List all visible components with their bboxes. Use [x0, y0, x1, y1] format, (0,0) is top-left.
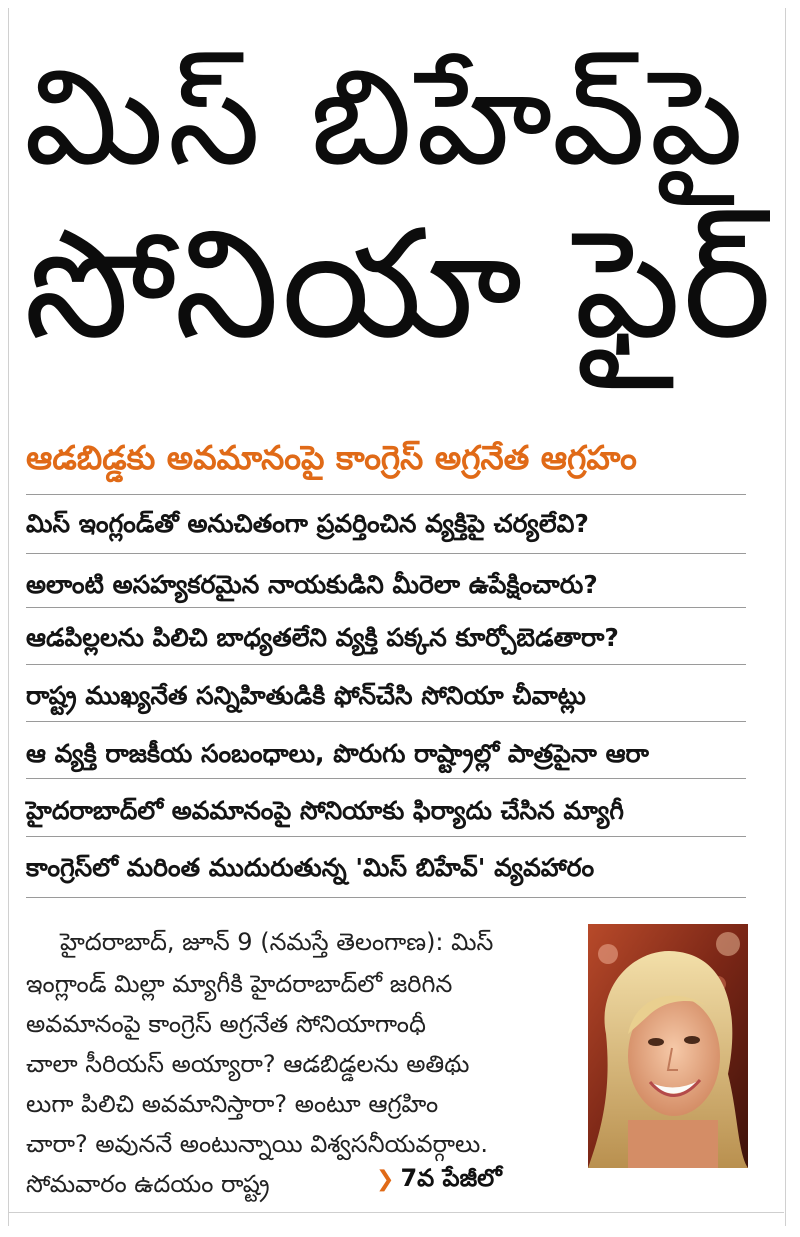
portrait-image — [588, 924, 748, 1168]
divider — [26, 664, 746, 665]
news-photo — [588, 924, 748, 1168]
body-line: ఇంగ్లాండ్ మిల్లా మ్యాగీకి హైదరాబాద్‌లో జరిగిన — [26, 970, 453, 998]
continuation-label: 7వ పేజీలో — [400, 1164, 502, 1192]
body-line: లుగా పిలిచి అవమానిస్తారా? అంటూ ఆగ్రహిం — [26, 1090, 439, 1118]
headline-line-1: మిస్ బిహేవ్‌పై — [24, 41, 748, 195]
continuation-note[interactable] — [376, 1165, 502, 1192]
body-line: చారా? అవుననే అంటున్నాయి విశ్వసనీయవర్గాలు. — [26, 1130, 488, 1158]
body-line: హైదరాబాద్, జూన్ 9 (నమస్తే తెలంగాణ): మిస్ — [60, 928, 494, 956]
bullet-point: రాష్ట్ర ముఖ్యనేత సన్నిహితుడికి ఫోన్‌చేసి సోనియా చీవాట్లు — [26, 681, 586, 710]
subheadline: ఆడబిడ్డకు అవమానంపై కాంగ్రెస్ అగ్రనేత ఆగ్రహం — [26, 438, 637, 477]
body-line: సోమవారం ఉదయం రాష్ట్ర — [26, 1170, 270, 1198]
bullet-point: కాంగ్రెస్‌లో మరింత ముదురుతున్న 'మిస్ బిహేవ్' వ్యవహారం — [26, 853, 595, 882]
bottom-border — [8, 1212, 784, 1213]
body-line: చాలా సీరియస్ అయ్యారా? ఆడబిడ్డలను అతిథు — [26, 1050, 470, 1078]
divider — [26, 607, 746, 608]
headline-line-2: సోనియా ఫైర్ — [24, 198, 774, 372]
bullet-point: ఆ వ్యక్తి రాజకీయ సంబంధాలు, పొరుగు రాష్ట్రాల్లో పాత్రపైనా ఆరా — [26, 739, 649, 768]
bullet-point: మిస్ ఇంగ్లండ్‌తో అనుచితంగా ప్రవర్తించిన వ్యక్తిపై చర్యలేవి? — [26, 509, 589, 538]
divider — [26, 897, 746, 898]
divider — [26, 836, 746, 837]
body-line: అవమానంపై కాంగ్రెస్ అగ్రనేత సోనియాగాంధీ — [26, 1010, 426, 1038]
bullet-point: ఆడపిల్లలను పిలిచి బాధ్యతలేని వ్యక్తి పక్కన కూర్చోబెడతారా? — [26, 623, 619, 652]
bullet-point: హైదరాబాద్‌లో అవమానంపై సోనియాకు ఫిర్యాదు చేసిన మ్యాగీ — [26, 796, 624, 825]
chevron-right-icon: ❯ — [376, 1167, 395, 1192]
divider — [26, 778, 746, 779]
bullet-point: అలాంటి అసహ్యకరమైన నాయకుడిని మీరెలా ఉపేక్షించారు? — [26, 570, 598, 599]
divider — [26, 494, 746, 495]
divider — [26, 553, 746, 554]
divider — [26, 721, 746, 722]
